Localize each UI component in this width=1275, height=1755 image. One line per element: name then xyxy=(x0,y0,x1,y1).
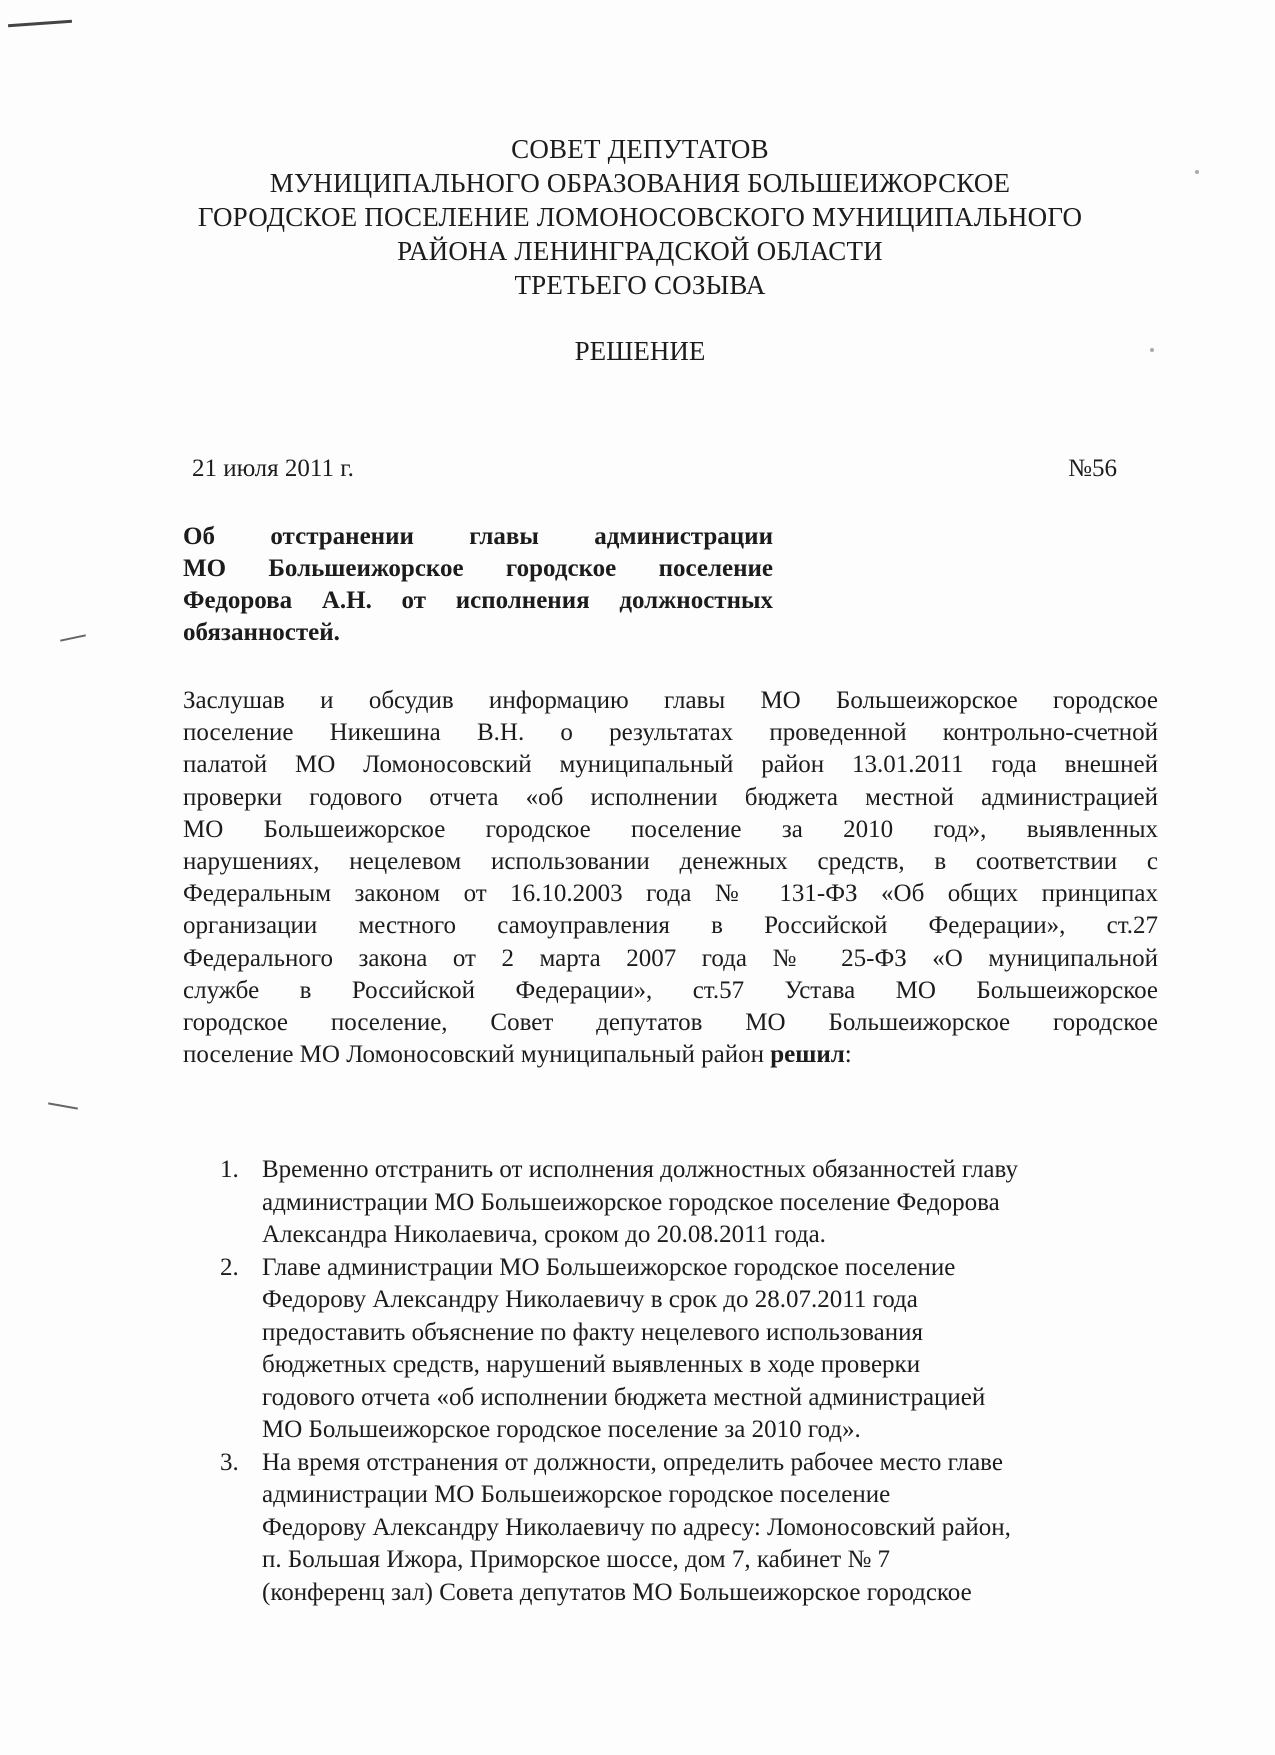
preamble-line-text: поселение МО Ломоносовский муниципальный район xyxy=(183,1041,764,1069)
item-line: администрации МО Большеижорское городское поселение xyxy=(262,1481,891,1508)
item-number: 1. xyxy=(220,1156,239,1183)
header-line: ТРЕТЬЕГО СОЗЫВА xyxy=(514,270,766,300)
item-line: Федорову Александру Николаевичу по адресу: Ломоносовский район, xyxy=(262,1513,1011,1541)
item-line: Главе администрации МО Большеижорское городское поселение xyxy=(262,1253,956,1281)
preamble-line: Федеральным законом от 16.10.2003 года № 131-ФЗ «Об общих принципах xyxy=(183,880,1158,908)
item-number: 3. xyxy=(220,1448,239,1476)
subject-line: Федорова А.Н. от исполнения должностных xyxy=(183,587,773,614)
decided-word: решил xyxy=(770,1041,845,1069)
scan-artifact-dot xyxy=(1150,348,1154,352)
preamble-last-line xyxy=(183,1039,1158,1071)
document-type-title: РЕШЕНИЕ xyxy=(574,336,706,366)
decision-item xyxy=(220,1447,1160,1610)
preamble-line: Заслушав и обсудив информацию главы МО Большеижорское городское xyxy=(183,687,1158,714)
decision-items-list xyxy=(220,1154,1160,1609)
scan-artifact-mark xyxy=(48,1102,78,1109)
council-header xyxy=(140,132,1140,302)
decision-item xyxy=(220,1252,1160,1447)
decision-date: 21 июля 2011 г. xyxy=(192,455,354,482)
decision-item xyxy=(220,1154,1160,1252)
item-number: 2. xyxy=(220,1253,239,1281)
header-line: МУНИЦИПАЛЬНОГО ОБРАЗОВАНИЯ БОЛЬШЕИЖОРСКОЕ xyxy=(269,168,1011,198)
item-line: Временно отстранить от исполнения должностных обязанностей главу xyxy=(262,1156,1018,1183)
preamble-paragraph xyxy=(183,685,1158,1071)
preamble-line: проверки годового отчета «об исполнении бюджета местной администрацией xyxy=(183,783,1158,811)
item-line: (конференц зал) Совета депутатов МО Большеижорское городское xyxy=(262,1578,972,1606)
item-line: администрации МО Большеижорское городское поселение Федорова xyxy=(262,1188,1000,1216)
decision-subject xyxy=(183,521,773,649)
header-line: СОВЕТ ДЕПУТАТОВ xyxy=(511,134,769,164)
item-line: п. Большая Ижора, Приморское шоссе, дом 7, кабинет № 7 xyxy=(262,1546,891,1573)
scan-artifact-dot xyxy=(1195,170,1199,174)
item-line: предоставить объяснение по факту нецелевого использования xyxy=(262,1318,923,1346)
preamble-line: Федерального закона от 2 марта 2007 года № 25-ФЗ «О муниципальной xyxy=(183,944,1158,972)
subject-line: обязанностей. xyxy=(183,619,340,646)
item-line: бюджетных средств, нарушений выявленных в ходе проверки xyxy=(262,1351,921,1378)
subject-line: МО Большеижорское городское поселение xyxy=(183,555,773,582)
subject-line: Об отстранении главы администрации xyxy=(183,523,773,550)
header-line: РАЙОНА ЛЕНИНГРАДСКОЙ ОБЛАСТИ xyxy=(397,236,883,266)
decision-number: №56 xyxy=(1068,455,1117,482)
item-line: годового отчета «об исполнении бюджета местной администрацией xyxy=(262,1383,986,1411)
scan-artifact-mark xyxy=(60,634,86,641)
preamble-line: МО Большеижорское городское поселение за 2010 год», выявленных xyxy=(183,815,1158,843)
preamble-line: организации местного самоуправления в Российской Федерации», ст.27 xyxy=(183,912,1158,940)
preamble-line: поселение Никешина В.Н. о результатах проведенной контрольно-счетной xyxy=(183,719,1158,747)
item-line: Федорову Александру Николаевичу в срок до 28.07.2011 года xyxy=(262,1286,918,1313)
header-line: ГОРОДСКОЕ ПОСЕЛЕНИЕ ЛОМОНОСОВСКОГО МУНИЦИПАЛЬНОГО xyxy=(197,202,1083,232)
preamble-line: нарушениях, нецелевом использовании денежных средств, в соответствии с xyxy=(183,847,1158,875)
preamble-line: городское поселение, Совет депутатов МО Большеижорское городское xyxy=(183,1008,1158,1036)
item-line: МО Большеижорское городское поселение за 2010 год». xyxy=(262,1416,861,1443)
scan-artifact-mark xyxy=(8,20,72,27)
item-line: Александра Николаевича, сроком до 20.08.2011 года. xyxy=(262,1221,826,1248)
decided-colon: : xyxy=(844,1041,852,1069)
preamble-line: службе в Российской Федерации», ст.57 Устава МО Большеижорское xyxy=(183,976,1158,1004)
preamble-line: палатой МО Ломоносовский муниципальный район 13.01.2011 года внешней xyxy=(183,751,1158,779)
item-line: На время отстранения от должности, определить рабочее место главе xyxy=(262,1448,1003,1476)
